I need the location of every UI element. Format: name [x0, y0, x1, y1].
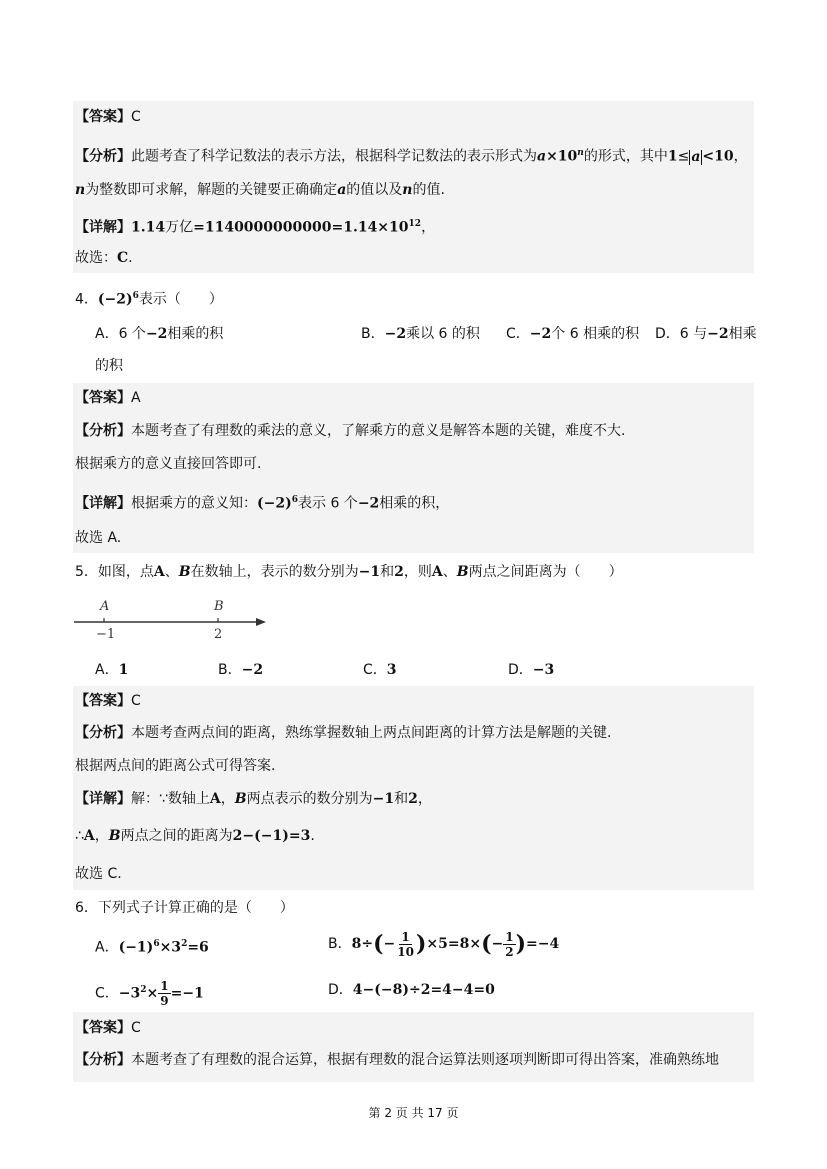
- q4-option-c: C．−2个 6 相乘的积: [506, 326, 640, 342]
- fraction-one-half: $\frac{1}{2}$: [505, 929, 514, 959]
- q3-answer-line: [75, 107, 141, 127]
- q4-option-b: B．−2乘以 6 的积: [361, 326, 480, 342]
- q5-solution-block: [73, 686, 754, 890]
- analysis-label: 【分析】: [75, 148, 131, 165]
- q3-detail-line: 【详解】1.14万亿$=1140000000000=1.14\times 10^{12}$，: [75, 219, 436, 236]
- q5-stem: 5．如图，点A、B在数轴上，表示的数分别为−1和2，则A、B两点之间距离为（ ）: [75, 564, 623, 580]
- q3-analysis-line-1: 【分析】此题考查了科学记数法的表示方法，根据科学记数法的表示形式为$a\times 10^n$的形式，其中1≤ a <10，: [75, 148, 748, 165]
- detail-label: 【详解】: [75, 219, 131, 236]
- q6-stem: 6．下列式子计算正确的是（ ）: [75, 900, 294, 916]
- q5-option-c: C．3: [363, 662, 397, 678]
- q4-answer-line: 【答案】A: [75, 390, 141, 406]
- q5-option-d: D．−3: [508, 662, 555, 678]
- q5-analysis-line-1: 【分析】本题考查两点间的距离，熟练掌握数轴上两点间距离的计算方法是解题的关键.: [75, 725, 612, 741]
- q4-solution-block: [73, 383, 754, 553]
- q5-detail-line-1: 【详解】解：∵数轴上A，B两点表示的数分别为−1和2，: [75, 791, 432, 807]
- number-line-arrow: [256, 618, 266, 626]
- q5-detail-line-2: ∴A，B两点之间的距离为2−(−1)=3.: [75, 828, 315, 844]
- q3-conclusion-line: 故选：C.: [75, 250, 133, 266]
- q4-stem: 4．$(-2)^6$表示（ ）: [75, 291, 223, 308]
- q5-conclusion-line: 故选 C.: [75, 866, 122, 882]
- q6-option-c: C．$-3^2\times$ $\frac{1}{9}$ =−1: [95, 979, 204, 1009]
- page-footer: 第 2 页 共 17 页: [368, 1106, 459, 1120]
- answer-label: 【答案】: [75, 109, 131, 125]
- answer-value: C: [131, 109, 141, 125]
- q4-option-a: A．6 个−2相乘的积: [95, 326, 224, 342]
- q4-analysis-line-1: 【分析】本题考查了有理数的乘法的意义，了解乘方的意义是解答本题的关键，难度不大.: [75, 423, 626, 439]
- q5-option-b: B．−2: [218, 662, 264, 678]
- q4-option-d: D．6 与−2相乘: [655, 326, 757, 342]
- q6-analysis-line-1: 【分析】本题考查了有理数的混合运算，根据有理数的混合运算法则逐项判断即可得出答案，准确熟练地: [75, 1052, 719, 1068]
- q4-analysis-line-2: 根据乘方的意义直接回答即可.: [75, 456, 262, 472]
- fraction-one-ninth: $\frac{1}{9}$: [160, 979, 169, 1009]
- q5-answer-line: 【答案】C: [75, 693, 141, 709]
- q5-option-a: A．1: [95, 662, 129, 678]
- q5-analysis-line-2: 根据两点间的距离公式可得答案.: [75, 758, 276, 774]
- tick-label-a: −1: [96, 627, 116, 642]
- q6-solution-block: [73, 1012, 754, 1082]
- q6-option-b: B．8÷(− $\frac{1}{10}$ )×5=8×(− $\frac{1}{2}$ )=−4: [328, 929, 560, 959]
- point-a-label: A: [100, 599, 110, 614]
- q4-conclusion-line: 故选 A.: [75, 530, 122, 546]
- point-b-label: B: [214, 599, 224, 614]
- tick-label-b: 2: [214, 627, 223, 642]
- number-line-figure: [72, 596, 272, 646]
- absolute-value-a: a: [691, 148, 701, 165]
- q4-detail-line: 【详解】根据乘方的意义知：$(-2)^6$表示 6 个−2相乘的积，: [75, 495, 450, 512]
- q6-answer-line: 【答案】C: [75, 1020, 141, 1036]
- q6-option-a: A．$(-1)^6\times 3^2=6$: [95, 939, 209, 956]
- q6-option-d: D．4−(−8)÷2=4−4=0: [328, 982, 495, 998]
- q3-solution-block: [73, 101, 754, 273]
- fraction-one-tenth: $\frac{1}{10}$: [397, 929, 414, 959]
- q3-analysis-line-2: n为整数即可求解，解题的关键要正确确定a的值以及n的值.: [75, 182, 445, 198]
- q4-option-d-continuation: 的积: [95, 358, 123, 374]
